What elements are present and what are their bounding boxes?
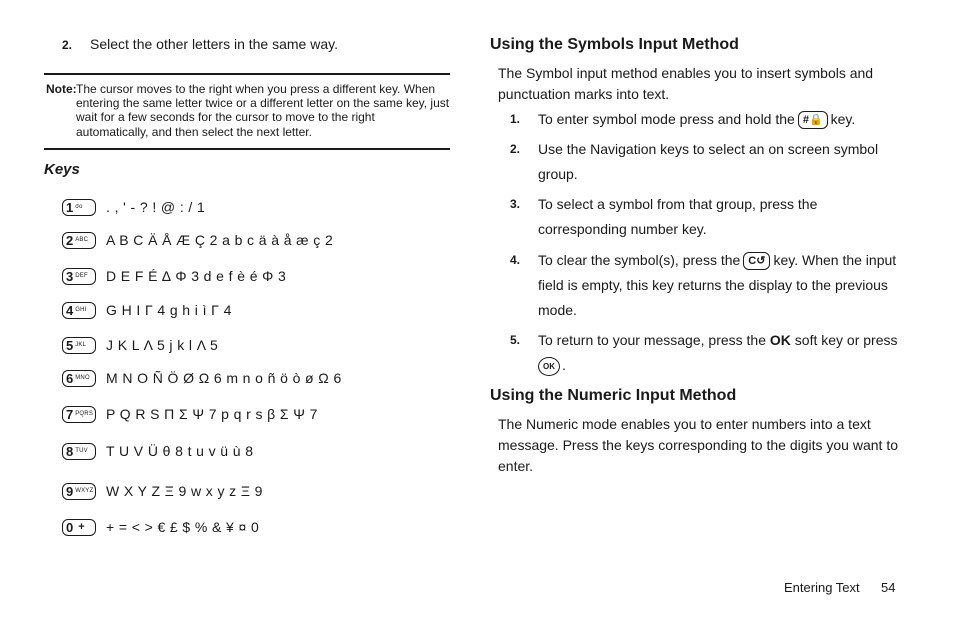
key-row-2 xyxy=(62,230,333,250)
step-text: To select a symbol from that group, press the corresponding number key. xyxy=(538,196,818,237)
ok-key-icon: OK xyxy=(538,357,560,376)
key-row-8 xyxy=(62,441,253,461)
hash-key-icon: # 🔒 xyxy=(798,111,828,129)
key-9-icon: 9 WXYZ xyxy=(62,483,96,500)
step-text-end: key. xyxy=(830,111,856,127)
symbols-step-4 xyxy=(510,248,900,323)
step-text: To clear the symbol(s), press the xyxy=(538,252,741,268)
page-number: 54 xyxy=(881,580,896,595)
step-2 xyxy=(62,36,338,52)
note-text: The cursor moves to the right when you press a different key. When entering the same letter twice or a different letter on the same key, just wait for a few seconds for the cursor to move to the right automatically, and then select the next letter. xyxy=(76,82,450,139)
key-2-icon: 2 ABC xyxy=(62,232,96,249)
key-row-6 xyxy=(62,368,342,388)
footer-section: Entering Text xyxy=(784,580,860,595)
key-row-9 xyxy=(62,481,263,501)
symbols-intro: The Symbol input method enables you to insert symbols and punctuation marks into text. xyxy=(498,65,874,102)
step-text: Select the other letters in the same way. xyxy=(90,36,338,52)
note-top-rule xyxy=(44,73,450,75)
step-number: 2. xyxy=(62,38,73,52)
step-number: 3. xyxy=(510,197,521,211)
symbols-step-2 xyxy=(510,137,900,187)
key-3-icon: 3 DEF xyxy=(62,268,96,285)
key-2-chars: A B C Ä Å Æ Ç 2 a b c ä à å æ ç 2 xyxy=(106,232,334,248)
key-row-3 xyxy=(62,266,286,286)
key-6-chars: M N O Ñ Ö Ø Ω 6 m n o ñ ö ò ø Ω 6 xyxy=(106,370,342,386)
key-3-chars: D E F É ∆ Φ 3 d e f è é Φ 3 xyxy=(106,268,287,284)
step-text: To return to your message, press the xyxy=(538,332,766,348)
note-label: Note: xyxy=(46,82,77,96)
ok-softkey-label: OK xyxy=(769,332,791,348)
key-4-chars: G H I Γ 4 g h i ì Γ 4 xyxy=(106,302,232,318)
key-6-icon: 6 MNO xyxy=(62,370,96,387)
step-number: 5. xyxy=(510,333,521,347)
step-text: Use the Navigation keys to select an on screen symbol group. xyxy=(538,141,879,182)
note-bottom-rule xyxy=(44,148,450,150)
key-1-icon: 1 σο xyxy=(62,199,96,216)
step-number: 2. xyxy=(510,142,521,156)
note-box xyxy=(46,82,450,139)
key-8-icon: 8 TUV xyxy=(62,443,96,460)
symbols-step-1 xyxy=(510,107,900,132)
keys-heading: Keys xyxy=(44,161,80,178)
clear-key-icon: C ↺ xyxy=(743,252,770,270)
symbols-step-3 xyxy=(510,192,900,242)
step-text-mid: soft key or press xyxy=(794,332,898,348)
key-7-icon: 7 PQRS xyxy=(62,406,96,423)
key-row-5 xyxy=(62,335,218,355)
step-text-end: key. When the input field is empty, this key returns the display to the previous mode. xyxy=(538,252,897,318)
key-row-0 xyxy=(62,517,259,537)
symbols-step-5: 5. To return to your message, press the OK soft key or press OK . xyxy=(510,328,900,378)
key-5-chars: J K L Λ 5 j k l Λ 5 xyxy=(106,337,219,353)
key-7-chars: P Q R S Π Σ Ψ 7 p q r s β Σ Ψ 7 xyxy=(106,406,318,422)
key-5-icon: 5 JKL xyxy=(62,337,96,354)
step-number: 4. xyxy=(510,253,521,267)
key-row-7 xyxy=(62,404,318,424)
key-row-1 xyxy=(62,197,205,217)
key-9-chars: W X Y Z Ξ 9 w x y z Ξ 9 xyxy=(106,483,263,499)
symbols-heading: Using the Symbols Input Method xyxy=(490,36,739,53)
key-0-icon: 0 + xyxy=(62,519,96,536)
key-4-icon: 4 GHI xyxy=(62,302,96,319)
step-number: 1. xyxy=(510,112,521,126)
key-8-chars: T U V Ü θ 8 t u v ü ù 8 xyxy=(106,443,254,459)
key-1-chars: . , ' - ? ! @ : / 1 xyxy=(106,199,206,215)
numeric-text: The Numeric mode enables you to enter numbers into a text message. Press the keys corresponding to the digits you want to enter. xyxy=(498,416,898,474)
numeric-heading: Using the Numeric Input Method xyxy=(490,387,737,404)
key-row-4 xyxy=(62,300,232,320)
step-text: To enter symbol mode press and hold the xyxy=(538,111,795,127)
key-0-chars: + = < > € £ $ % & ¥ ¤ 0 xyxy=(106,519,260,535)
